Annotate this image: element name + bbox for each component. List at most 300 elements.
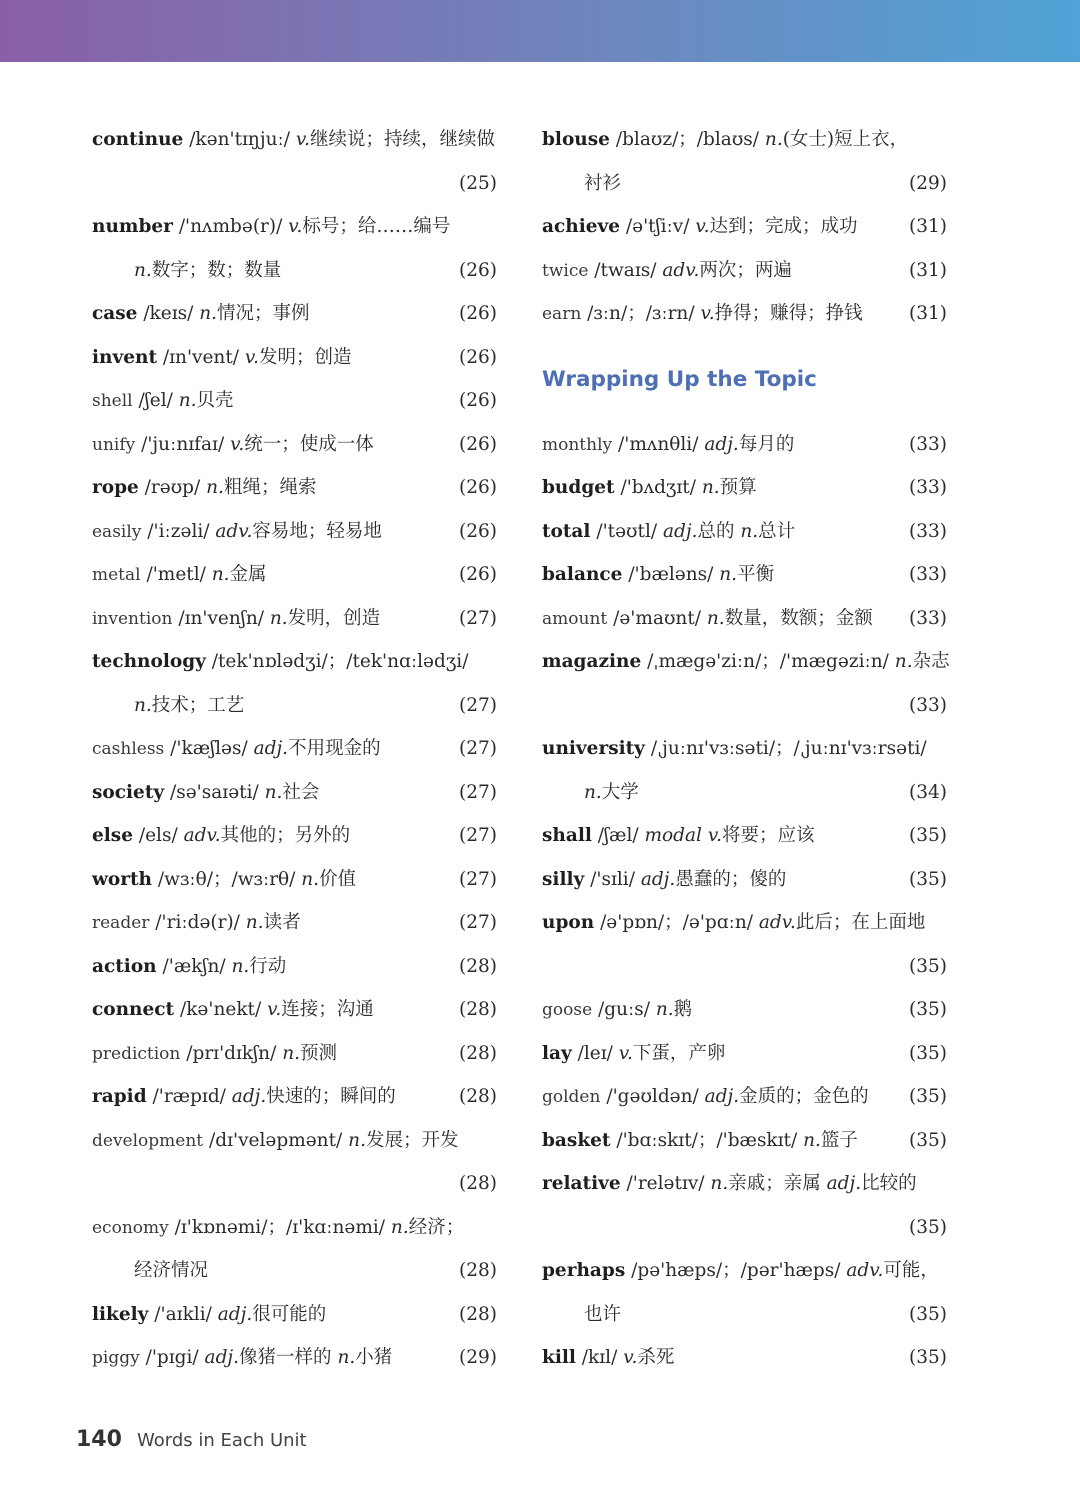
page-reference: (26) xyxy=(459,346,497,368)
headword: total xyxy=(542,520,591,542)
meaning: 此后；在上面地 xyxy=(795,912,926,933)
entry-text xyxy=(92,1249,208,1293)
vocab-entry xyxy=(542,945,947,989)
meaning: 很可能的 xyxy=(252,1303,327,1325)
phonetic: /els/ xyxy=(132,825,184,846)
vocab-entry xyxy=(92,727,497,771)
phonetic: /'riːdə(r)/ xyxy=(149,912,246,933)
part-of-speech: modal v. xyxy=(644,825,722,846)
page-number: 140 xyxy=(76,1427,122,1452)
entry-text xyxy=(92,379,234,424)
part-of-speech: n. xyxy=(211,564,230,585)
part-of-speech: n. xyxy=(894,651,913,672)
page-reference: (31) xyxy=(909,303,947,324)
page-reference: (26) xyxy=(459,303,497,324)
part-of-speech: n. xyxy=(337,1347,356,1368)
part-of-speech: adv. xyxy=(183,825,221,846)
page-reference: (33) xyxy=(909,477,947,498)
vocab-entry xyxy=(92,1075,497,1119)
headword: silly xyxy=(542,868,585,890)
headword: rapid xyxy=(92,1086,147,1107)
vocab-entry xyxy=(542,814,947,858)
page-reference: (27) xyxy=(459,868,497,890)
phonetic: /'aɪkli/ xyxy=(148,1303,218,1325)
phonetic: /ʃæl/ xyxy=(591,825,645,846)
part-of-speech: n. xyxy=(584,781,602,803)
headword: goose xyxy=(542,1000,593,1020)
entry-text xyxy=(92,249,281,293)
meaning: 平衡 xyxy=(737,564,775,585)
meaning: 社会 xyxy=(282,781,320,803)
entry-text xyxy=(92,423,374,468)
entry-text xyxy=(542,1293,621,1337)
part-of-speech: adj. xyxy=(826,1173,862,1194)
vocab-entry xyxy=(92,1032,497,1076)
right-word-list-bottom xyxy=(542,423,950,1380)
vocab-entry xyxy=(542,640,950,684)
part-of-speech: adv. xyxy=(758,912,796,933)
entry-text xyxy=(542,1336,674,1380)
part-of-speech: n. xyxy=(134,694,152,716)
part-of-speech: n. xyxy=(264,781,283,803)
phonetic: /keɪs/ xyxy=(137,303,200,324)
headword: balance xyxy=(542,564,623,585)
footer-title: Words in Each Unit xyxy=(137,1430,307,1451)
part-of-speech: v. xyxy=(230,433,245,455)
page-reference: (29) xyxy=(459,1347,497,1368)
phonetic: /kɪl/ xyxy=(575,1347,624,1368)
part-of-speech: adv. xyxy=(846,1260,884,1281)
headword: perhaps xyxy=(542,1260,626,1281)
part-of-speech: n. xyxy=(206,477,224,498)
meaning: 价值 xyxy=(319,868,357,890)
meaning: 亲戚；亲属 xyxy=(728,1173,827,1194)
part-of-speech: n. xyxy=(178,390,197,411)
phonetic: /ʃel/ xyxy=(132,390,179,411)
meaning: 杂志 xyxy=(912,651,950,672)
vocab-entry xyxy=(92,205,497,249)
headword: technology xyxy=(92,651,206,672)
page-reference: (28) xyxy=(459,999,497,1020)
page-reference: (35) xyxy=(909,1129,947,1151)
page-reference: (33) xyxy=(909,433,947,455)
meaning: 行动 xyxy=(249,955,287,977)
headword: action xyxy=(92,955,157,977)
meaning: (女士)短上衣， xyxy=(782,129,909,150)
headword: basket xyxy=(542,1129,611,1151)
headword: monthly xyxy=(542,434,613,455)
vocab-entry xyxy=(92,1336,497,1380)
phonetic: /sə'saɪəti/ xyxy=(164,781,265,803)
meaning: 发明；创造 xyxy=(259,346,352,368)
part-of-speech: adj. xyxy=(704,1086,740,1107)
meaning: 总的 xyxy=(697,520,741,542)
page-reference: (25) xyxy=(459,172,497,194)
meaning: 继续说；持续，继续做 xyxy=(310,129,496,150)
meaning: 其他的；另外的 xyxy=(220,825,351,846)
entry-text xyxy=(92,771,319,815)
page-reference: (28) xyxy=(459,1303,497,1325)
vocab-entry xyxy=(542,205,947,249)
headword: earn xyxy=(542,304,582,324)
entry-text xyxy=(542,292,863,337)
meaning: 不用现金的 xyxy=(288,738,381,759)
entry-text xyxy=(92,1293,326,1337)
entry-text xyxy=(92,814,350,858)
phonetic: /'juːnɪfaɪ/ xyxy=(135,433,231,455)
phonetic: /twaɪs/ xyxy=(588,259,663,281)
part-of-speech: n. xyxy=(803,1129,821,1151)
headword: number xyxy=(92,216,173,237)
phonetic: /ɪn'vent/ xyxy=(157,346,245,368)
entry-text xyxy=(92,1075,396,1119)
page-reference: (34) xyxy=(909,781,947,803)
part-of-speech: n. xyxy=(390,1216,409,1238)
meaning: 鹅 xyxy=(673,999,693,1020)
entry-text xyxy=(92,727,381,772)
meaning: 金属 xyxy=(229,564,267,585)
meaning: 统一；使成一体 xyxy=(244,433,374,455)
vocab-entry xyxy=(542,423,947,467)
phonetic: /'təʊtl/ xyxy=(590,520,663,542)
entry-text xyxy=(542,858,786,902)
headword: prediction xyxy=(92,1043,181,1064)
entry-text xyxy=(542,771,639,815)
vocab-entry xyxy=(542,901,947,945)
part-of-speech: n. xyxy=(740,520,759,542)
page-reference: (26) xyxy=(459,390,497,411)
phonetic: /'iːzəli/ xyxy=(141,520,216,542)
left-word-column xyxy=(92,118,497,1380)
vocab-entry xyxy=(92,1249,497,1293)
entry-text xyxy=(542,814,815,858)
entry-text xyxy=(92,1336,392,1381)
vocab-entry xyxy=(92,814,497,858)
entry-text xyxy=(542,249,792,294)
headword: economy xyxy=(92,1217,169,1238)
meaning: 数字；数；数量 xyxy=(151,259,282,281)
headword: reader xyxy=(92,913,150,933)
entry-text xyxy=(92,553,267,598)
vocab-entry xyxy=(92,510,497,554)
part-of-speech: adj. xyxy=(704,433,739,455)
page-reference: (31) xyxy=(909,259,947,281)
page-reference: (33) xyxy=(909,607,947,629)
entry-text xyxy=(542,510,795,554)
right-word-list-top xyxy=(542,118,947,336)
headword: connect xyxy=(92,999,175,1020)
phonetic: /rəʊp/ xyxy=(138,477,207,498)
phonetic: /'gəʊldən/ xyxy=(600,1086,705,1107)
part-of-speech: v. xyxy=(695,216,710,237)
part-of-speech: n. xyxy=(764,129,783,150)
headword: twice xyxy=(542,260,589,281)
headword: cashless xyxy=(92,739,165,759)
headword: unify xyxy=(92,434,136,455)
meaning: 比较的 xyxy=(861,1173,917,1194)
headword: kill xyxy=(542,1347,576,1368)
vocab-entry xyxy=(542,1032,947,1076)
vocab-entry xyxy=(542,1249,947,1293)
part-of-speech: adv. xyxy=(662,259,700,281)
entry-text xyxy=(542,640,950,684)
entry-text xyxy=(92,901,301,946)
entry-text xyxy=(92,1119,458,1164)
meaning: 下蛋，产卵 xyxy=(632,1042,726,1064)
entry-text xyxy=(92,336,352,380)
vocab-entry xyxy=(542,1119,947,1163)
entry-text xyxy=(92,988,374,1032)
headword: relative xyxy=(542,1173,621,1194)
page-reference: (35) xyxy=(909,825,947,846)
part-of-speech: n. xyxy=(301,868,320,890)
part-of-speech: v. xyxy=(267,999,282,1020)
meaning: 容易地；轻易地 xyxy=(252,520,382,542)
part-of-speech: n. xyxy=(706,607,725,629)
vocab-entry xyxy=(542,466,947,510)
entry-text xyxy=(542,597,873,642)
meaning: 小猪 xyxy=(355,1347,393,1368)
part-of-speech: n. xyxy=(701,477,720,498)
page-reference: (35) xyxy=(909,1303,947,1325)
meaning: 数量，数额；金额 xyxy=(724,607,873,629)
vocab-entry xyxy=(542,1206,947,1250)
entry-text xyxy=(92,292,310,336)
page-reference: (28) xyxy=(459,1260,497,1281)
phonetic: /pə'hæps/；/pər'hæps/ xyxy=(625,1260,847,1281)
headword: society xyxy=(92,781,165,803)
entry-text xyxy=(92,945,286,989)
page-reference: (28) xyxy=(459,1173,497,1194)
headword: rope xyxy=(92,477,139,498)
meaning: 贝壳 xyxy=(196,390,234,411)
page-reference: (28) xyxy=(459,1042,497,1064)
headword: shall xyxy=(542,825,592,846)
phonetic: /wɜːθ/；/wɜːrθ/ xyxy=(152,868,302,890)
phonetic: /'ræpɪd/ xyxy=(146,1086,232,1107)
phonetic: /ɪn'venʃn/ xyxy=(172,607,270,629)
headword: development xyxy=(92,1130,204,1151)
part-of-speech: n. xyxy=(348,1129,366,1151)
meaning: 挣得；赚得；挣钱 xyxy=(714,303,863,324)
headword: case xyxy=(92,303,138,324)
headword: lay xyxy=(542,1042,572,1064)
page-footer xyxy=(76,1420,307,1460)
vocab-entry xyxy=(92,249,497,293)
part-of-speech: n. xyxy=(282,1042,300,1064)
vocab-entry xyxy=(92,553,497,597)
page-reference: (27) xyxy=(459,912,497,933)
vocab-entry xyxy=(92,292,497,336)
part-of-speech: n. xyxy=(245,912,264,933)
phonetic: /leɪ/ xyxy=(571,1042,619,1064)
entry-text xyxy=(542,1032,725,1076)
entry-text xyxy=(542,1119,858,1163)
vocab-entry xyxy=(92,771,497,815)
page-reference: (27) xyxy=(459,738,497,759)
page-reference: (31) xyxy=(909,216,947,237)
page-reference: (27) xyxy=(459,607,497,629)
headword: piggy xyxy=(92,1348,140,1368)
vocab-entry xyxy=(92,336,497,380)
vocab-entry xyxy=(92,597,497,641)
vocab-entry xyxy=(92,162,497,206)
part-of-speech: n. xyxy=(199,303,218,324)
page-reference: (29) xyxy=(909,172,947,194)
meaning: 粗绳；绳索 xyxy=(223,477,317,498)
vocab-entry xyxy=(92,684,497,728)
headword: magazine xyxy=(542,651,642,672)
entry-text xyxy=(542,118,908,162)
headword: shell xyxy=(92,391,133,411)
entry-text xyxy=(92,510,382,555)
entry-text xyxy=(92,684,244,728)
meaning: 预算 xyxy=(719,477,757,498)
headword: blouse xyxy=(542,129,610,150)
phonetic: /'nʌmbə(r)/ xyxy=(172,216,289,237)
page-reference: (35) xyxy=(909,999,947,1020)
vocab-entry xyxy=(542,1075,947,1119)
meaning: 经济情况 xyxy=(134,1260,209,1281)
vocab-entry xyxy=(542,162,947,206)
vocab-entry xyxy=(542,249,947,293)
part-of-speech: n. xyxy=(134,259,152,281)
entry-text xyxy=(542,1249,939,1293)
phonetic: /'bæləns/ xyxy=(622,564,720,585)
entry-text xyxy=(92,205,450,249)
meaning: 衬衫 xyxy=(584,172,622,194)
page-reference: (26) xyxy=(459,564,497,585)
vocab-entry xyxy=(542,118,947,162)
entry-text xyxy=(542,162,621,206)
entry-text xyxy=(92,858,356,902)
vocab-entry xyxy=(542,1336,947,1380)
vocab-entry xyxy=(542,727,947,771)
headword: upon xyxy=(542,912,595,933)
headword: achieve xyxy=(542,216,621,237)
page-reference: (35) xyxy=(909,1216,947,1238)
page-reference: (35) xyxy=(909,1086,947,1107)
vocab-entry xyxy=(92,1162,497,1206)
meaning: 愚蠢的；傻的 xyxy=(675,868,787,890)
page-reference: (26) xyxy=(459,259,497,281)
meaning: 发展；开发 xyxy=(365,1129,459,1151)
vocab-entry xyxy=(92,901,497,945)
meaning: 金质的；金色的 xyxy=(739,1086,869,1107)
phonetic: /dɪ'veləpmənt/ xyxy=(203,1129,349,1151)
entry-text xyxy=(542,553,774,597)
meaning: 大学 xyxy=(601,781,639,803)
headword: amount xyxy=(542,608,608,629)
part-of-speech: n. xyxy=(719,564,738,585)
headword: easily xyxy=(92,521,142,542)
phonetic: /'ækʃn/ xyxy=(156,955,232,977)
entry-text xyxy=(92,1032,337,1077)
part-of-speech: n. xyxy=(231,955,250,977)
part-of-speech: v. xyxy=(618,1042,633,1064)
phonetic: /tek'nɒlədʒi/；/tek'nɑːlədʒi/ xyxy=(205,651,469,672)
headword: likely xyxy=(92,1303,149,1325)
vocab-entry xyxy=(92,379,497,423)
meaning: 预测 xyxy=(300,1042,338,1064)
headword: worth xyxy=(92,868,153,890)
vocab-entry xyxy=(92,640,497,684)
phonetic: /'bɑːskɪt/；/'bæskɪt/ xyxy=(610,1129,804,1151)
entry-text xyxy=(542,423,794,468)
meaning: 读者 xyxy=(263,912,301,933)
phonetic: /blaʊz/；/blaʊs/ xyxy=(609,129,765,150)
headword: budget xyxy=(542,477,615,498)
part-of-speech: v. xyxy=(295,129,310,150)
vocab-entry xyxy=(92,1119,497,1163)
page-reference: (27) xyxy=(459,781,497,803)
meaning: 发明，创造 xyxy=(287,607,381,629)
headword: invent xyxy=(92,346,157,368)
part-of-speech: v. xyxy=(623,1347,638,1368)
meaning: 达到；完成；成功 xyxy=(709,216,858,237)
vocab-entry xyxy=(92,118,497,162)
part-of-speech: adj. xyxy=(217,1303,253,1325)
vocab-entry xyxy=(542,597,947,641)
page-reference: (33) xyxy=(909,564,947,585)
page-reference: (35) xyxy=(909,1042,947,1064)
page-reference: (35) xyxy=(909,1347,947,1368)
vocab-entry xyxy=(92,945,497,989)
entry-text xyxy=(542,988,692,1033)
meaning: 技术；工艺 xyxy=(151,694,245,716)
phonetic: /'bʌdʒɪt/ xyxy=(614,477,702,498)
meaning: 像猪一样的 xyxy=(239,1347,338,1368)
entry-text xyxy=(92,466,316,510)
meaning: 将要；应该 xyxy=(721,825,815,846)
headword: metal xyxy=(92,565,141,585)
phonetic: /'metl/ xyxy=(140,564,212,585)
meaning: 总计 xyxy=(758,520,796,542)
meaning: 标号；给……编号 xyxy=(302,216,451,237)
part-of-speech: adj. xyxy=(204,1347,240,1368)
header-band xyxy=(0,0,1080,62)
meaning: 连接；沟通 xyxy=(281,999,374,1020)
part-of-speech: n. xyxy=(269,607,288,629)
entry-text xyxy=(92,118,495,162)
vocab-entry xyxy=(92,423,497,467)
vocab-entry xyxy=(542,510,947,554)
entry-text xyxy=(92,640,468,684)
phonetic: /ə'maʊnt/ xyxy=(607,607,707,629)
phonetic: /'kæʃləs/ xyxy=(164,738,254,759)
vocab-entry xyxy=(92,1293,497,1337)
entry-text xyxy=(92,1206,464,1251)
page-reference: (33) xyxy=(909,520,947,542)
part-of-speech: n. xyxy=(710,1173,729,1194)
meaning: 快速的；瞬间的 xyxy=(266,1086,396,1107)
phonetic: /guːs/ xyxy=(592,999,656,1020)
meaning: 每月的 xyxy=(738,433,795,455)
vocab-entry xyxy=(542,988,947,1032)
page-reference: (35) xyxy=(909,955,947,977)
meaning: 篮子 xyxy=(820,1129,858,1151)
entry-text xyxy=(542,1075,869,1120)
part-of-speech: adj. xyxy=(253,738,289,759)
vocab-entry xyxy=(92,858,497,902)
phonetic: /ə'pɒn/；/ə'pɑːn/ xyxy=(594,912,759,933)
entry-text xyxy=(542,901,925,945)
headword: invention xyxy=(92,608,173,629)
phonetic: /'sɪli/ xyxy=(584,868,641,890)
phonetic: /ə'tʃiːv/ xyxy=(620,216,696,237)
page-reference: (28) xyxy=(459,1086,497,1107)
vocab-entry xyxy=(92,466,497,510)
